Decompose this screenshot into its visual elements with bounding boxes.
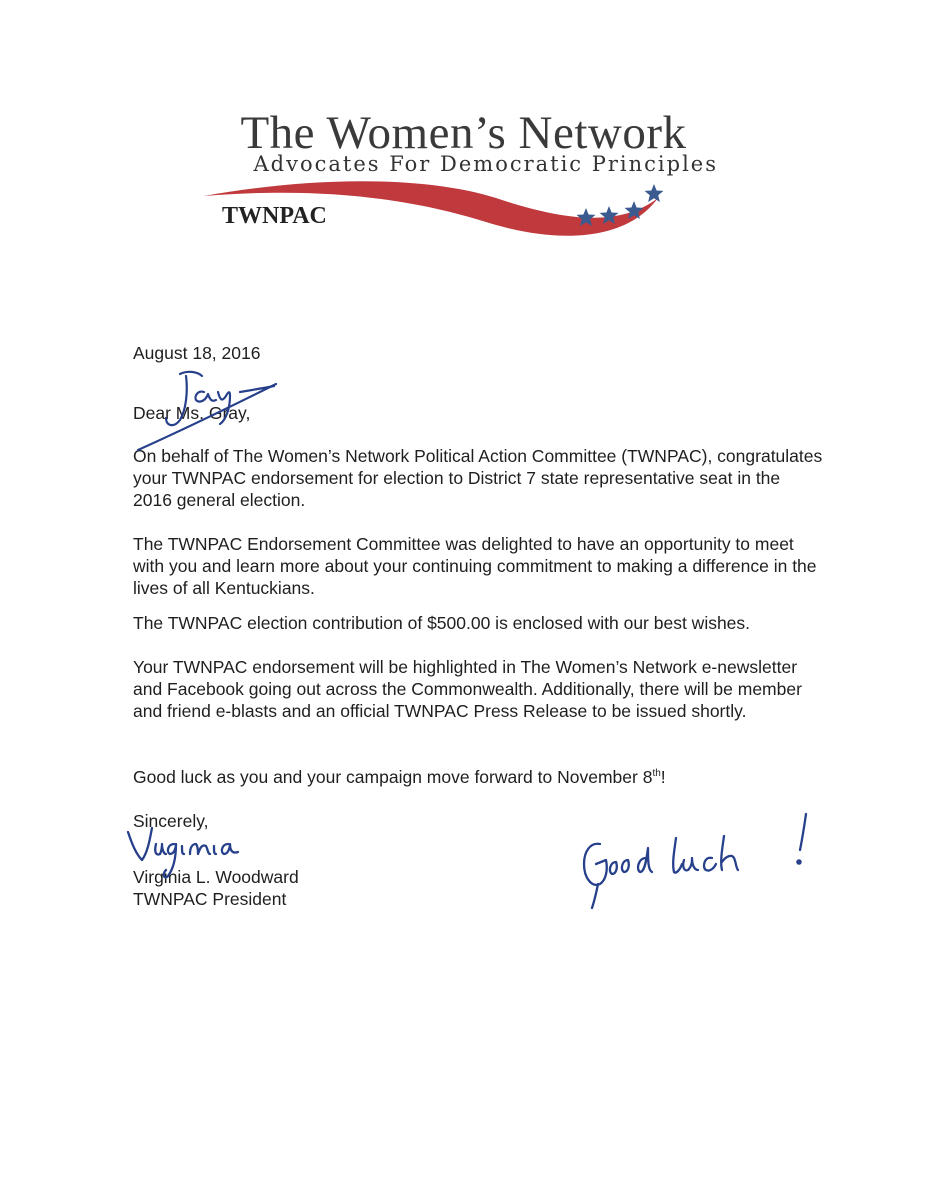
handwritten-good-luck-note bbox=[566, 808, 826, 918]
handwritten-signature bbox=[122, 820, 272, 900]
signer-title: TWNPAC President bbox=[133, 889, 287, 909]
letterhead-abbreviation: TWNPAC bbox=[222, 203, 327, 229]
handwritten-salutation-name bbox=[128, 362, 288, 462]
sign-off: Sincerely, bbox=[133, 811, 209, 831]
paragraph: The TWNPAC Endorsement Committee was delighted to have an opportunity to meet with you and learn more about your continuing commitment to making a difference in the lives of all Kentuckians. bbox=[133, 534, 817, 598]
closing-line-end: ! bbox=[660, 767, 666, 787]
closing-paragraph bbox=[133, 766, 823, 788]
paragraph: On behalf of The Women’s Network Political Action Committee (TWNPAC), congratulates your TWNPAC endorsement for election to District 7 state representative seat in the 2016 general election. bbox=[133, 446, 823, 510]
paragraph: The TWNPAC election contribution of $500.00 is enclosed with our best wishes. bbox=[133, 613, 751, 633]
ordinal-suffix: th bbox=[652, 768, 661, 780]
star-icon bbox=[645, 184, 664, 202]
closing-line-text: Good luck as you and your campaign move forward to November 8 bbox=[133, 767, 653, 787]
salutation: Dear Ms. Gray, bbox=[133, 403, 251, 423]
letterhead-title: The Women’s Network bbox=[240, 107, 687, 159]
signer-name: Virginia L. Woodward bbox=[133, 867, 299, 887]
letterhead-subtitle: Advocates For Democratic Principles bbox=[253, 152, 718, 176]
letter-date: August 18, 2016 bbox=[133, 343, 261, 363]
paragraph: Your TWNPAC endorsement will be highlighted in The Women’s Network e-newsletter and Facebook going out across the Commonwealth. Additionally, there will be member and friend e-blasts and an official TWNPAC Press Release to be issued shortly. bbox=[133, 657, 802, 721]
